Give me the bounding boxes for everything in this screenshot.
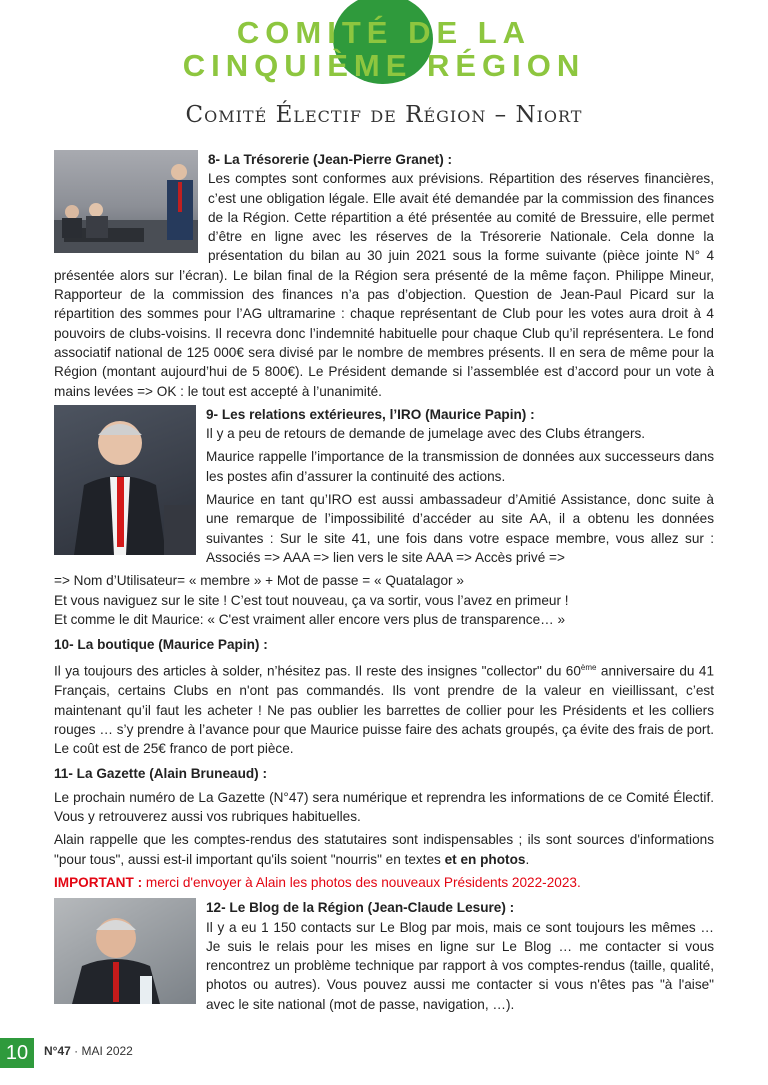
tresorerie-scene-icon — [54, 150, 198, 253]
heading-relations: 9- Les relations extérieures, l’IRO (Maurice Papin) : — [206, 406, 535, 422]
photo-relations — [54, 405, 196, 555]
photo-tresorerie — [54, 150, 198, 253]
relations-scene-icon — [54, 405, 196, 555]
text-blog: Il y a eu 1 150 contacts sur Le Blog par mois, mais ce sont toujours les mêmes … Je suis le relais pour les mises en ligne sur Le Blog … me contacter si vous rencontrez un problème technique par rapport à vos comptes-rendus (taille, qualité, photos ou autres). Vous pouvez aussi me contacter si vous n'êtes pas "à l'aise" avec le site national (mot de passe, navigation, …). — [206, 919, 714, 1012]
text-gazette-1: Le prochain numéro de La Gazette (N°47) sera numérique et reprendra les informations de ce Comité Électif. Vous y retrouverez aussi vos rubriques habituelles. — [54, 789, 714, 825]
text-relations-6: Et comme le dit Maurice: « C'est vraiment aller encore vers plus de transparence… » — [54, 611, 566, 627]
footer-issue: N°47 · MAI 2022 — [44, 1044, 133, 1058]
article-body — [54, 150, 714, 1018]
header-title-line2: CINQUIÈME RÉGION — [182, 48, 586, 83]
section-boutique — [54, 635, 714, 758]
section-tresorerie — [54, 150, 714, 401]
text-relations-3: Maurice en tant qu’IRO est aussi ambassadeur d’Amitié Assistance, donc suite à une remarque de l’impossibilité d’accéder au site AA, il a obtenu les données suivantes : Sur le site 41, une fois dans votre espace membre, vous allez sur : Associés => AAA => lien vers le site AAA => Accès privé => — [206, 492, 714, 565]
text-relations-4: => Nom d’Utilisateur= « membre » + Mot de passe = « Quatalagor » — [54, 573, 464, 589]
photo-blog — [54, 898, 196, 1004]
header-title-line1: COMITÉ DE LA — [236, 15, 532, 50]
text-boutique: Il ya toujours des articles à solder, n’hésitez pas. Il reste des insignes "collector" du 60ème anniversaire du 41 Français, certains Clubs en n'ont pas commandés. Ils vont prendre de la valeur en vieillissant, c’est maintenant qu’il faut les acheter ! Ne pas oublier les barrettes de collier pour les Présidents et les colliers rouges … s’y prendre à l’avance pour que Maurice puisse faire des achats groupés, ça évite des frais de port. Le coût est de 25€ franco de port pièce. — [54, 663, 715, 757]
text-gazette-2: Alain rappelle que les comptes-rendus des statutaires sont indispensables ; ils sont sources d'informations "pour tous", aussi est-il important qu'ils soient "nourris" en textes et en photos. — [54, 832, 714, 867]
heading-gazette: 11- La Gazette (Alain Bruneaud) : — [54, 766, 268, 782]
heading-tresorerie: 8- La Trésorerie (Jean-Pierre Granet) : — [208, 152, 453, 167]
section-gazette — [54, 764, 714, 892]
text-gazette-important: IMPORTANT : merci d'envoyer à Alain les photos des nouveaux Présidents 2022-2023. — [54, 874, 581, 890]
section-blog — [54, 898, 714, 1014]
text-relations-5: Et vous naviguez sur le site ! C’est tout nouveau, ça va sortir, vous l’avez en primeur ! — [54, 592, 569, 608]
page-number: 10 — [0, 1038, 34, 1068]
heading-blog: 12- Le Blog de la Région (Jean-Claude Lesure) : — [206, 900, 515, 916]
text-tresorerie: Les comptes sont conformes aux prévisions. Répartition des réserves financières, c’est une obligation légale. Elle avait été demandée par la commission des finances de la Région. Cette répartition a été présentée au comité de Bressuire, elle permet d’être en ligne avec les réserves de la Trésorerie Nationale. Cela donne la présentation du bilan au 30 juin 2021 sous la forme suivante (pièce jointe N° 4 présentée alors sur l’écran). Le bilan final de la Région sera présenté de la même façon. Philippe Mineur, Rapporteur de la commission des finances n’a pas d’objection. Question de Jean-Paul Picard sur la répartition des sommes pour l’AG ultramarine : chaque représentant de Club pour les votes aura droit à 4 pouvoirs de clubs-voisins. Il recevra donc l’indemnité habituelle pour chaque Club qu’il représentera. Le fond associatif national de 125 000€ sera divisé par le nombre de membres présents. Il en sera de même pour la Région (montant aujourd’hui de 5 800€). Le Président demande si l’assemblée est d’accord pour un vote à mains levées => OK : le tout est accepté à l’unanimité. — [54, 171, 714, 399]
text-relations-2: Maurice rappelle l’importance de la transmission de données aux successeurs dans les postes afin d’assurer la continuité des actions. — [206, 449, 714, 484]
heading-boutique: 10- La boutique (Maurice Papin) : — [54, 637, 268, 653]
text-relations-1: Il y a peu de retours de demande de jumelage avec des Clubs étrangers. — [206, 426, 646, 442]
section-relations — [54, 405, 714, 629]
blog-scene-icon — [54, 898, 196, 1004]
page-subtitle: Comité Électif de Région – Niort — [185, 102, 583, 128]
